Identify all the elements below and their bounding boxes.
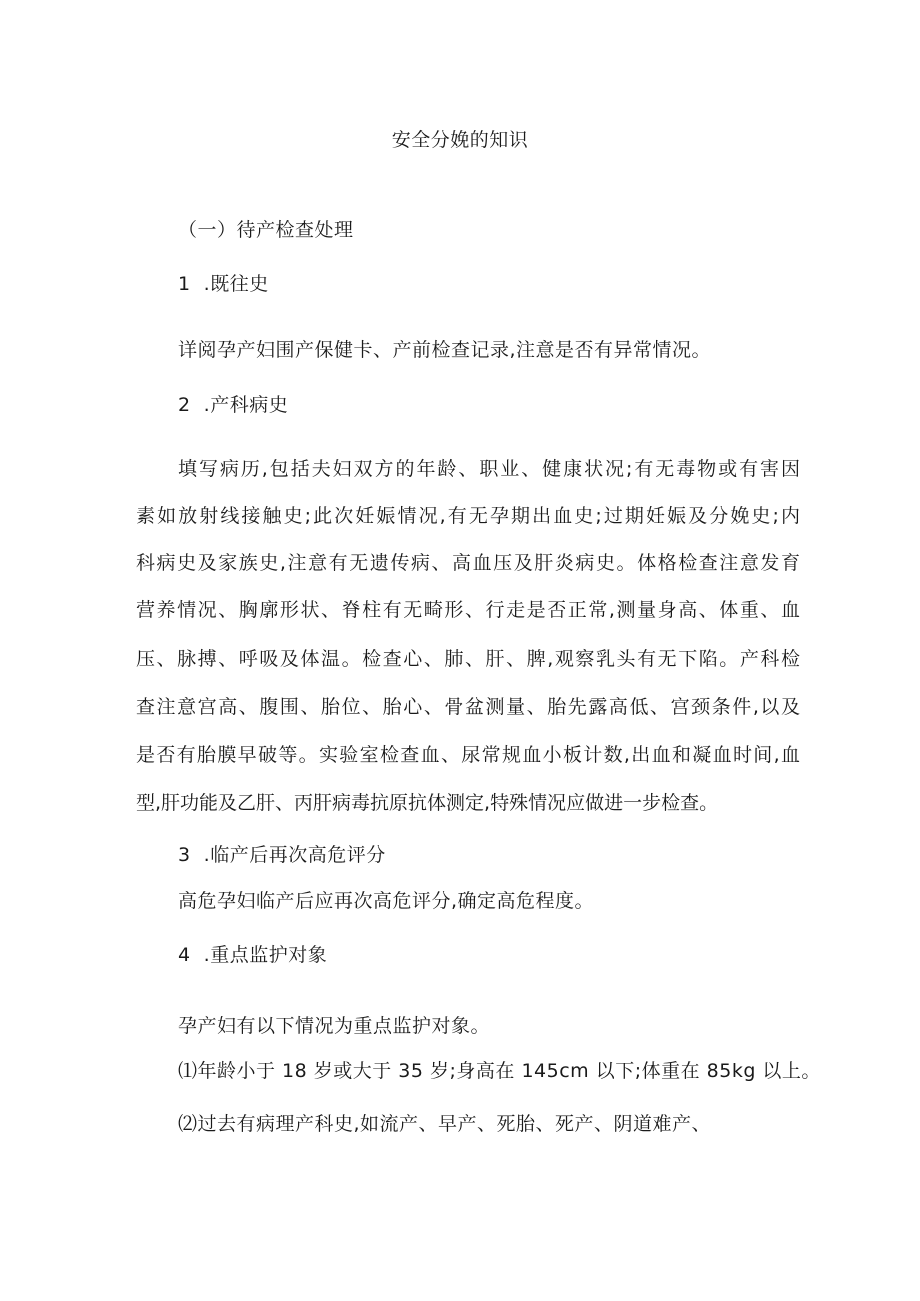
paragraph-line: 是否有胎膜早破等。实验室检查血、尿常规血小板计数,出血和凝血时间,血 [136,744,800,766]
paragraph-line: 填写病历,包括夫妇双方的年龄、职业、健康状况;有无毒物或有害因 [178,458,800,480]
item-intro-4: 孕产妇有以下情况为重点监护对象。 [178,1015,491,1037]
section-heading-1: （一）待产检查处理 [178,219,354,241]
item-text-1: 详阅孕产妇围产保健卡、产前检查记录,注意是否有异常情况。 [178,339,712,361]
item-text-3: 高危孕妇临产后应再次高危评分,确定高危程度。 [178,890,595,912]
list-item: ⑴年龄小于 18 岁或大于 35 岁;身高在 145cm 以下;体重在 85kg 以上。 [178,1060,821,1082]
paragraph-line: 营养情况、胸廓形状、脊柱有无畸形、行走是否正常,测量身高、体重、血 [136,599,800,621]
paragraph-line: 型,肝功能及乙肝、丙肝病毒抗原抗体测定,特殊情况应做进一步检查。 [136,792,719,814]
item-heading-2: 2 .产科病史 [178,394,289,416]
document-title: 安全分娩的知识 [391,129,529,151]
item-heading-3: 3 .临产后再次高危评分 [178,844,386,866]
paragraph-line: 素如放射线接触史;此次妊娠情况,有无孕期出血史;过期妊娠及分娩史;内 [136,505,800,527]
paragraph-line: 查注意宫高、腹围、胎位、胎心、骨盆测量、胎先露高低、宫颈条件,以及 [136,696,800,718]
list-item: ⑵过去有病理产科史,如流产、早产、死胎、死产、阴道难产、 [178,1113,712,1135]
paragraph-line: 科病史及家族史,注意有无遗传病、高血压及肝炎病史。体格检查注意发育 [136,552,800,574]
item-heading-1: 1 .既往史 [178,273,269,295]
paragraph-line: 压、脉搏、呼吸及体温。检查心、肺、肝、脾,观察乳头有无下陷。产科检 [136,648,800,670]
item-heading-4: 4 .重点监护对象 [178,944,328,966]
